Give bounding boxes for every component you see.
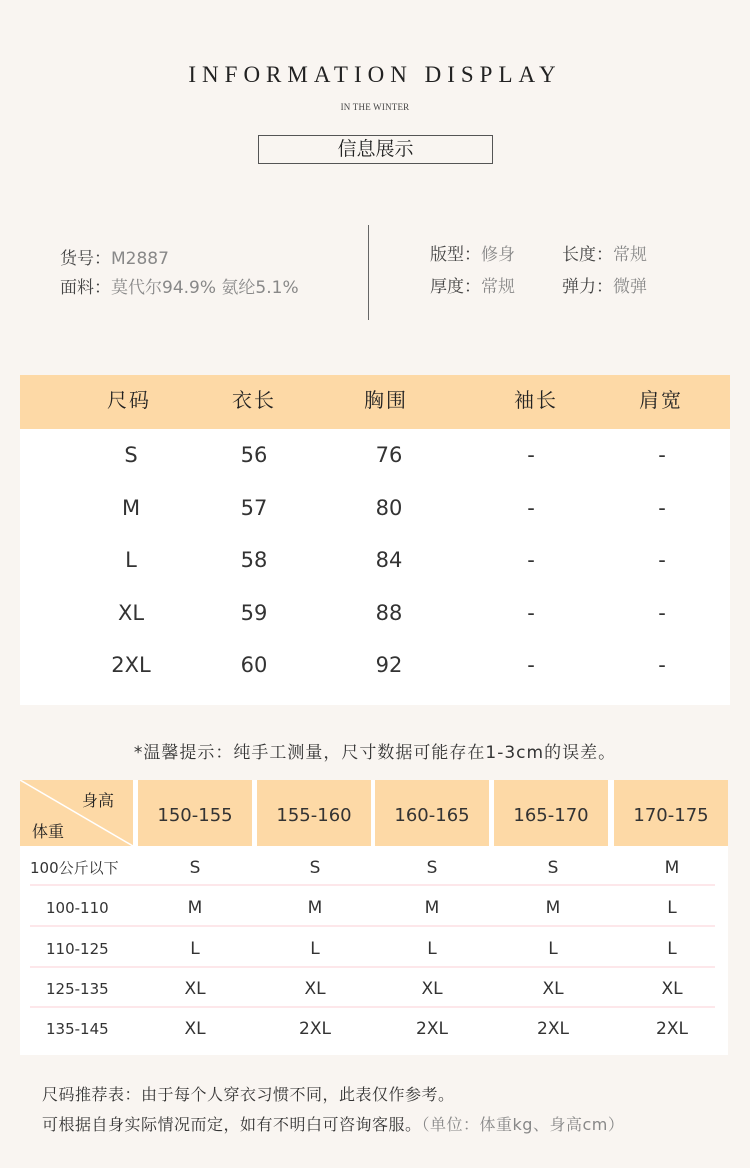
elasticity-label: 弹力： — [562, 277, 613, 297]
length-label: 长度： — [562, 245, 613, 265]
length-value: 常规 — [613, 245, 647, 265]
measurement-tip: *温馨提示：纯手工测量，尺寸数据可能存在1-3cm的误差。 — [133, 743, 617, 763]
item-number-line — [60, 244, 169, 269]
size-cell: 2XL — [656, 1019, 688, 1039]
cell-shoulder: - — [658, 653, 666, 678]
corner-height-label: 身高 — [82, 791, 115, 810]
cell-length: 56 — [240, 443, 268, 467]
size-cell: M — [664, 858, 680, 878]
size-cell: XL — [421, 979, 443, 999]
fabric-value: 莫代尔94.9% 氨纶5.1% — [111, 278, 299, 298]
cell-sleeve: - — [527, 495, 535, 520]
item-number-label: 货号： — [60, 249, 111, 269]
cell-size: 2XL — [111, 653, 151, 678]
weight-label: 110-125 — [46, 940, 109, 958]
corner-header — [20, 780, 133, 846]
height-header: 150-155 — [138, 780, 252, 846]
vertical-divider — [368, 225, 369, 320]
cell-size: M — [121, 495, 141, 520]
fit-line — [430, 240, 515, 265]
table-row — [20, 429, 730, 482]
cell-chest: 84 — [375, 548, 403, 573]
height-header: 155-160 — [257, 780, 371, 846]
cell-size: S — [124, 443, 138, 467]
elasticity-line — [562, 272, 647, 297]
size-cell: XL — [184, 979, 206, 999]
size-cell: S — [426, 858, 438, 878]
size-cell: 2XL — [299, 1019, 331, 1039]
table-row — [20, 639, 730, 692]
table-row — [20, 1009, 728, 1049]
weight-label: 125-135 — [46, 980, 109, 998]
size-cell: S — [189, 858, 201, 878]
footer-note-1: 尺码推荐表：由于每个人穿衣习惯不同，此表仅作参考。 — [42, 1085, 455, 1104]
size-cell: L — [310, 939, 320, 959]
size-cell: L — [667, 898, 677, 918]
title-english: INFORMATION DISPLAY — [188, 62, 562, 87]
size-recommendation-table — [20, 780, 728, 1055]
header-shoulder: 肩宽 — [639, 388, 683, 412]
length-line — [562, 240, 647, 265]
elasticity-value: 微弹 — [613, 277, 647, 297]
size-cell: L — [190, 939, 200, 959]
header-chest: 胸围 — [364, 388, 408, 412]
cell-length: 60 — [240, 653, 268, 678]
weight-label: 100公斤以下 — [30, 859, 119, 877]
weight-label: 135-145 — [46, 1020, 109, 1038]
size-table — [20, 375, 730, 705]
title-chinese-box: 信息展示 — [258, 135, 493, 164]
size-cell: L — [667, 939, 677, 959]
height-header: 160-165 — [375, 780, 489, 846]
footer-unit-note: （单位：体重kg、身高cm） — [421, 1115, 625, 1134]
cell-chest: 92 — [375, 653, 403, 678]
thickness-value: 常规 — [481, 277, 515, 297]
header-length: 衣长 — [232, 388, 276, 412]
cell-size: XL — [117, 600, 145, 625]
size-cell: XL — [542, 979, 564, 999]
size-cell: M — [545, 898, 561, 918]
cell-size: L — [125, 548, 137, 573]
item-number-value: M2887 — [111, 249, 169, 269]
cell-chest: 80 — [375, 495, 403, 520]
thickness-line — [430, 272, 515, 297]
fit-value: 修身 — [481, 245, 515, 265]
table-row — [20, 534, 730, 587]
thickness-label: 厚度： — [430, 277, 481, 297]
table-row — [20, 482, 730, 535]
cell-shoulder: - — [658, 548, 666, 573]
size-cell: S — [547, 858, 559, 878]
size-cell: S — [309, 858, 321, 878]
footer-note-2 — [42, 1112, 624, 1135]
size-cell: M — [187, 898, 203, 918]
cell-sleeve: - — [527, 600, 535, 625]
header-size: 尺码 — [107, 388, 151, 412]
size-cell: 2XL — [416, 1019, 448, 1039]
cell-length: 58 — [240, 548, 268, 573]
cell-shoulder: - — [658, 600, 666, 625]
size-cell: XL — [304, 979, 326, 999]
footer-note-main: 可根据自身实际情况而定，如有不明白可咨询客服。 — [42, 1115, 422, 1134]
table-row — [20, 969, 728, 1009]
row-separator — [30, 925, 715, 927]
row-separator — [30, 884, 715, 886]
size-cell: L — [548, 939, 558, 959]
table-row — [20, 848, 728, 888]
cell-sleeve: - — [527, 443, 535, 467]
size-cell: 2XL — [537, 1019, 569, 1039]
cell-sleeve: - — [527, 653, 535, 678]
weight-label: 100-110 — [46, 899, 109, 917]
header-sleeve: 袖长 — [514, 388, 558, 412]
cell-shoulder: - — [658, 495, 666, 520]
height-header: 170-175 — [614, 780, 728, 846]
cell-length: 57 — [240, 495, 268, 520]
size-cell: XL — [661, 979, 683, 999]
size-cell: M — [307, 898, 323, 918]
cell-length: 59 — [240, 600, 268, 625]
cell-chest: 88 — [375, 600, 403, 625]
subtitle: IN THE WINTER — [340, 102, 410, 112]
corner-weight-label: 体重 — [32, 822, 65, 841]
size-cell: M — [424, 898, 440, 918]
table-row — [20, 587, 730, 640]
cell-sleeve: - — [527, 548, 535, 573]
table-row — [20, 929, 728, 969]
cell-shoulder: - — [658, 443, 666, 467]
size-table-header — [20, 375, 730, 429]
fabric-line — [60, 273, 299, 298]
fabric-label: 面料： — [60, 278, 111, 298]
table-row — [20, 888, 728, 928]
row-separator — [30, 1006, 715, 1008]
size-cell: L — [427, 939, 437, 959]
fit-label: 版型： — [430, 245, 481, 265]
size-cell: XL — [184, 1019, 206, 1039]
row-separator — [30, 966, 715, 968]
height-header: 165-170 — [494, 780, 608, 846]
cell-chest: 76 — [375, 443, 403, 467]
